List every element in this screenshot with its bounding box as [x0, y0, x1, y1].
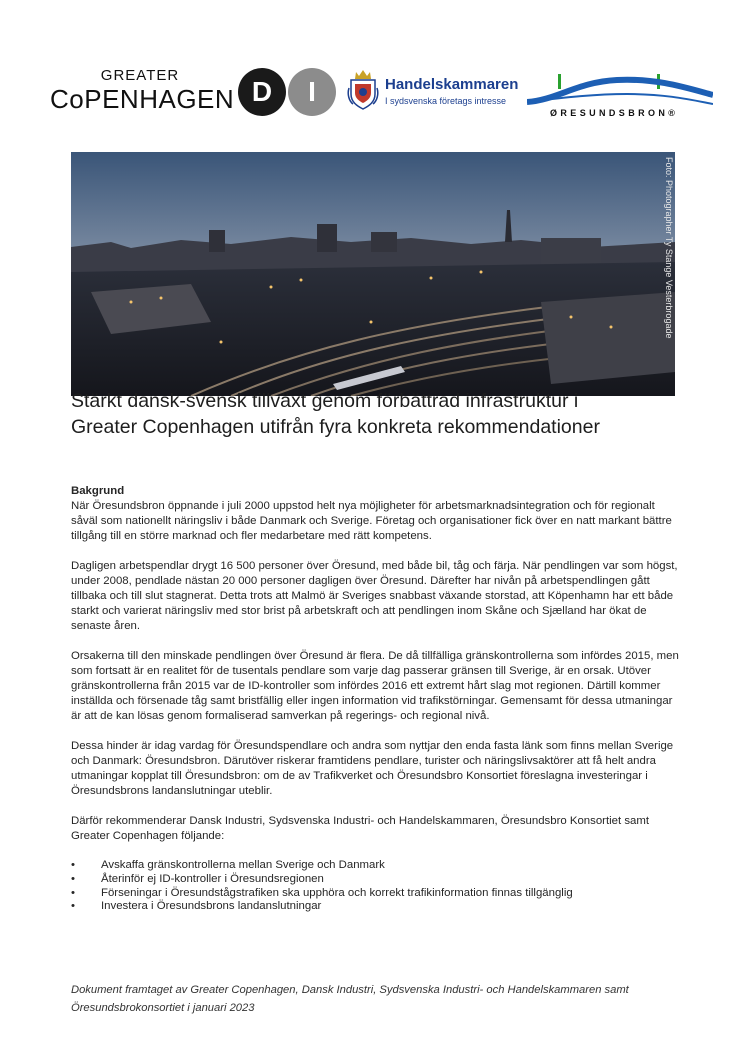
logo-row [0, 60, 746, 120]
bullet-icon: • [71, 900, 75, 913]
title-line-1: Stärkt dansk-svensk tillväxt genom förbättrad infrastruktur i [71, 390, 579, 412]
handelskammaren-name: Handelskammaren [385, 76, 519, 93]
photo-credit: Foto: Photographer Ty Stange Vesterbrogade [664, 157, 674, 339]
list-item [71, 887, 681, 901]
greater-copenhagen-logo [50, 67, 235, 114]
handelskammaren-crest-icon [347, 68, 379, 110]
list-item [71, 859, 681, 873]
page-title [71, 388, 681, 440]
recommendation-text: Investera i Öresundsbrons landanslutningar [101, 900, 322, 913]
bullet-icon: • [71, 859, 75, 871]
recommendation-text: Återinför ej ID-kontroller i Öresundsregionen [101, 872, 324, 885]
greater-copenhagen-logo-top: GREATER [100, 67, 180, 84]
di-logo-d: D [238, 68, 286, 116]
greater-copenhagen-logo-bottom: CoPENHAGEN [50, 84, 235, 114]
recommendation-text: Förseningar i Öresundstågstrafiken ska upphöra och korrekt trafikinformation finnas tillgänglig [101, 886, 573, 899]
body-section [71, 484, 681, 914]
di-logo-i: I [288, 68, 336, 116]
list-item [71, 873, 681, 887]
photo-illustration [71, 152, 675, 396]
paragraph-1: När Öresundsbron öppnande i juli 2000 uppstod helt nya möjligheter för arbetsmarknadsintegration och för regionalt såväl som nationellt näringsliv i både Danmark och Sverige. Företag och organisationer fick över en natt markant bättre tillgång till en större marknad och fler medarbetare med rätt kompetens. [71, 500, 672, 542]
paragraph-5: Därför rekommenderar Dansk Industri, Sydsvenska Industri- och Handelskammaren, Öresundsbro Konsortiet samt Greater Copenhagen följande: [71, 815, 649, 842]
paragraph-4: Dessa hinder är idag vardag för Öresundspendlare och andra som nyttjar den enda fasta länk som finns mellan Sverige och Danmark: Öresundsbron. Därutöver riskerar framtidens pendlare, turister och näringslivsaktörer att få helt andra utmaningar kopplat till Öresundsbron: om de av Trafikverket och Öresundsbro Konsortiet föreslagna investeringar i Öresundsbrons landanslutningar uteblir. [71, 740, 674, 797]
recommendations-list [71, 859, 681, 914]
bullet-icon: • [71, 872, 75, 885]
city-skyline-photo [71, 152, 675, 396]
section-heading-bakgrund: Bakgrund [71, 485, 125, 497]
title-line-2: Greater Copenhagen utifrån fyra konkreta rekommendationer [71, 416, 600, 438]
oresundsbron-bridge-icon [527, 70, 713, 110]
paragraph-3: Orsakerna till den minskade pendlingen över Öresund är flera. De då tillfälliga gränskontrollerna som infördes 2015, men som fortsatt är en realitet för de tusentals pendlare som varje dag passerar gränsen till Sverige, är en orsak. Utöver gränskontrollerna från 2015 var de ID-kontroller som infördes 2016 ett extremt hårt slag mot regionen. Därtill kommer inställda och försenade tåg samt bristfällig eller ingen information vid trafikstörningar. Gemensamt för dessa utmaningar är att de kan lösas genom formaliserad samverkan på regerings- och regional nivå. [71, 650, 679, 722]
oresundsbron-wordmark: ØRESUNDSBRON® [550, 108, 679, 118]
list-item [71, 900, 681, 914]
footer-note: Dokument framtaget av Greater Copenhagen, Dansk Industri, Sydsvenska Industri- och Handelskammaren samt Öresundsbrokonsortiet i januari 2023 [71, 984, 629, 1014]
handelskammaren-tagline: I sydsvenska företags intresse [385, 96, 507, 106]
recommendation-text: Avskaffa gränskontrollerna mellan Sverige och Danmark [101, 859, 385, 871]
bullet-icon: • [71, 886, 75, 899]
paragraph-2: Dagligen arbetspendlar drygt 16 500 personer över Öresund, med både bil, tåg och färja. När pendlingen var som högst, under 2008, pendlade nästan 20 000 personer dagligen över Öresund. Därefter har nivån på arbetspendlingen gått tillbaka och till slut stagnerat. Detta trots att Malmö är Sveriges snabbast växande storstad, att Köpenhamn har ett både starkt och varierat näringsliv med stor brist på arbetskraft och att pendlingen inom Skåne och Sjælland har ökat de senaste åren. [71, 560, 678, 632]
